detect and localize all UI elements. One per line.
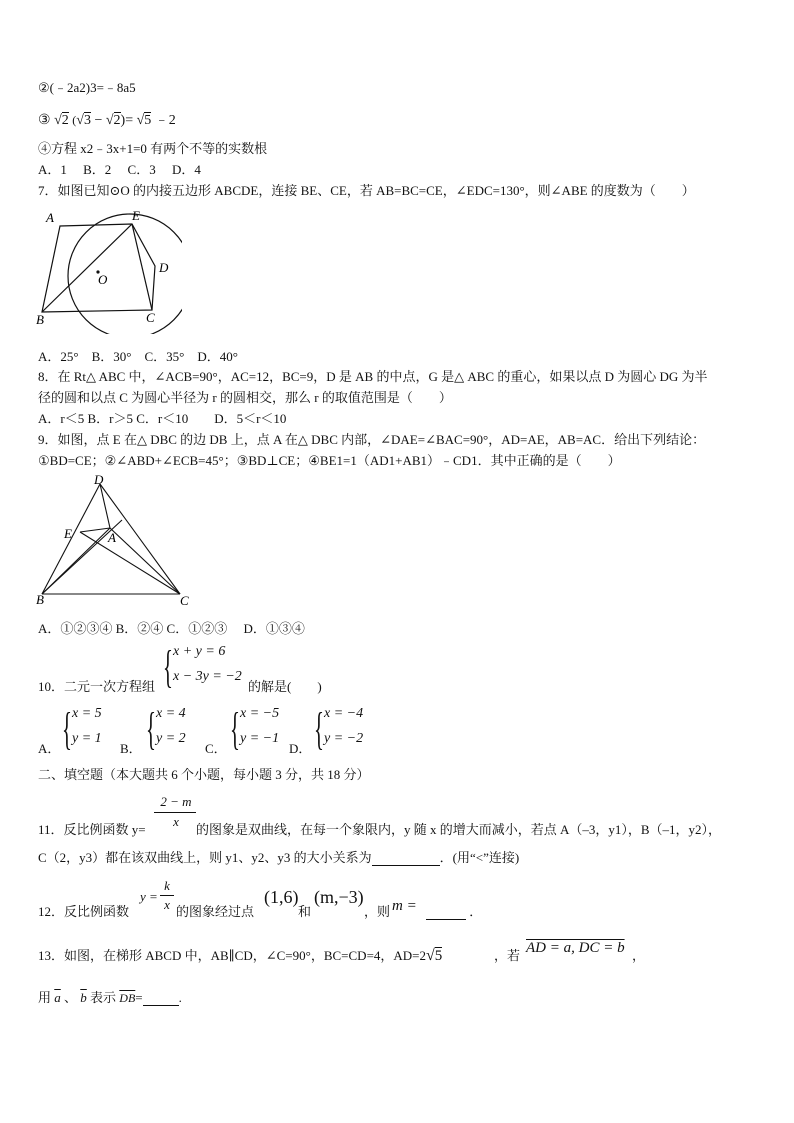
q9-options: A．①②③④ B．②④ C．①②③ D．①③④ — [38, 621, 305, 636]
q12-point-1: (1,6) — [264, 887, 299, 907]
q13-vec-b: $\overline{b}$ — [80, 990, 87, 1005]
q10-d-x: x = −4 — [324, 706, 364, 721]
label-c: C — [146, 310, 155, 325]
q12-prefix: 12．反比例函数 — [38, 904, 130, 919]
q10-option-b-label: B． — [120, 741, 142, 756]
q12-answer — [426, 904, 482, 920]
section-2-heading: 二、填空题（本大题共 6 个小题，每小题 3 分，共 18 分） — [38, 767, 370, 782]
q13-use: 用 — [38, 990, 52, 1005]
label-e: E — [132, 208, 140, 223]
q10-option-d — [314, 703, 374, 754]
label-a: A — [46, 210, 54, 225]
q12-then: ，则 — [364, 904, 391, 919]
label-c: C — [180, 593, 189, 608]
q12-denominator: x — [164, 897, 170, 912]
q13-line1 — [38, 948, 442, 964]
q8-line1: 8．在 Rt△ ABC 中，∠ACB=90°，AC=12，BC=9，D 是 AB 的中点，G 是△ ABC 的重心，如果以点 D 为圆心 DG 为半 — [38, 369, 708, 384]
q10-b-y: y = 2 — [156, 731, 186, 746]
q11-line2-tail: ．(用“<”连接) — [439, 850, 520, 865]
q12-and: 和 — [298, 904, 312, 919]
statement-3: ③ √2 (√3 − √2)= √5 ﹣2 — [38, 113, 176, 128]
q10-eq2: x − 3y = −2 — [173, 669, 242, 684]
q11-prefix: 11．反比例函数 y= — [38, 822, 146, 837]
q13-line2 — [38, 990, 182, 1006]
q13-vec-db: $\overline{DB}$ — [119, 991, 136, 1005]
q13-vector-eq: AD = a, DC = b — [526, 940, 625, 956]
q8-options: A．r＜5 B．r＞5 C．r＜10 D．5＜r＜10 — [38, 411, 287, 426]
q10-system — [163, 641, 253, 692]
statement-2: ②(﹣2a2)3=﹣8a5 — [38, 80, 136, 95]
label-d: D — [159, 260, 169, 275]
label-a: A — [108, 530, 116, 545]
q10-option-a — [62, 703, 122, 754]
q13-vec-a: $\overline{a}$ — [54, 990, 61, 1005]
q10-eq1: x + y = 6 — [173, 644, 226, 659]
label-d: D — [94, 474, 104, 487]
label-b: B — [36, 312, 44, 327]
answer-blank[interactable] — [426, 907, 466, 920]
q13-eq: = — [135, 990, 143, 1005]
q7-figure — [32, 204, 182, 334]
label-e: E — [64, 526, 72, 541]
answer-blank[interactable] — [143, 993, 179, 1006]
q10-option-d-label: D． — [289, 741, 312, 756]
statement-4: ④方程 x2﹣3x+1=0 有两个不等的实数根 — [38, 141, 268, 156]
label-b: B — [36, 592, 44, 607]
q13-ruo: ，若 — [494, 948, 521, 963]
q11-denominator: x — [173, 814, 179, 829]
q10-option-c — [230, 703, 290, 754]
q13-sep: 、 — [64, 990, 78, 1005]
q9-figure — [32, 474, 202, 614]
brace-icon: { — [230, 703, 240, 754]
fraction-bar — [154, 812, 196, 813]
q12-point-2: (m,−3) — [314, 887, 364, 907]
q11-line2-text: C（2，y3）都在该双曲线上，则 y1、y2、y3 的大小关系为 — [38, 850, 372, 865]
close-paren-eq: )= — [120, 113, 134, 128]
sqrt-icon: √ — [76, 113, 84, 128]
q7-options: A．25° B．30° C．35° D．40° — [38, 349, 238, 364]
q10-option-a-label: A． — [38, 741, 61, 756]
radicand-2: 3 — [83, 113, 91, 128]
q11-line2 — [38, 850, 519, 866]
brace-icon: { — [314, 703, 324, 754]
brace-icon: { — [146, 703, 156, 754]
q9-line2: ①BD=CE；②∠ABD+∠ECB=45°；③BD⊥CE；④BE1=1（AD1+AB1）﹣CD1．其中正确的是（ ） — [38, 453, 621, 468]
q10-a-y: y = 1 — [72, 731, 102, 746]
q13-express: 表示 — [90, 990, 117, 1005]
q10-option-c-label: C． — [205, 741, 227, 756]
q10-b-x: x = 4 — [156, 706, 186, 721]
q10-c-x: x = −5 — [240, 706, 280, 721]
q13-root: 5 — [434, 948, 443, 964]
brace-icon: { — [163, 641, 173, 692]
q13-comma: ， — [632, 948, 646, 963]
q12-mid: 的图象经过点 — [176, 904, 255, 919]
q10-d-y: y = −2 — [324, 731, 364, 746]
answer-blank[interactable] — [372, 853, 440, 866]
q9-line1: 9．如图，点 E 在△ DBC 的边 DB 上，点 A 在△ DBC 内部，∠DAE=∠BAC=90°，AD=AE，AB=AC．给出下列结论： — [38, 432, 706, 447]
q12-numerator: k — [164, 878, 170, 893]
q11-numerator: 2 − m — [160, 794, 192, 809]
q13-prefix: 13．如图，在梯形 ABCD 中，AB∥CD，∠C=90°，BC=CD=4，AD=2 — [38, 948, 427, 963]
q7-text: 7．如图已知⊙O 的内接五边形 ABCDE，连接 BE、CE，若 AB=BC=CE，∠EDC=130°，则∠ABE 的度数为（ ） — [38, 183, 695, 198]
q13-end: . — [178, 990, 182, 1005]
q12-y-eq: y = — [140, 889, 158, 904]
radicand-4: 5 — [144, 113, 152, 128]
label-o: O — [98, 272, 108, 287]
sqrt-icon: √ — [426, 947, 435, 964]
q8-line2: 径的圆和以点 C 为圆心半径为 r 的圆相交，那么 r 的取值范围是（ ） — [38, 390, 452, 405]
radicand-1: 2 — [61, 113, 69, 128]
q10-prefix: 10．二元一次方程组 — [38, 679, 156, 694]
statement-3-prefix: ③ — [38, 113, 51, 128]
q11-text: 的图象是双曲线，在每一个象限内，y 随 x 的增大而减小，若点 A（–3，y1），B（–1，y2）， — [196, 822, 722, 837]
brace-icon: { — [62, 703, 72, 754]
q6-options: A．1 B．2 C．3 D．4 — [38, 162, 201, 177]
sqrt-icon: √ — [136, 113, 145, 128]
radicand-3: 2 — [113, 113, 121, 128]
q10-suffix: 的解是( ) — [248, 679, 322, 694]
fraction-bar — [160, 895, 174, 896]
statement-3-tail: ﹣2 — [154, 113, 176, 128]
sqrt-icon: √ — [105, 113, 114, 128]
q10-a-x: x = 5 — [72, 706, 102, 721]
sqrt-icon: √ — [54, 113, 62, 128]
minus-sign: − — [94, 113, 103, 128]
q12-end: ． — [469, 904, 483, 919]
q12-m-eq: m = — [392, 898, 417, 914]
q10-c-y: y = −1 — [240, 731, 280, 746]
q10-option-b — [146, 703, 206, 754]
